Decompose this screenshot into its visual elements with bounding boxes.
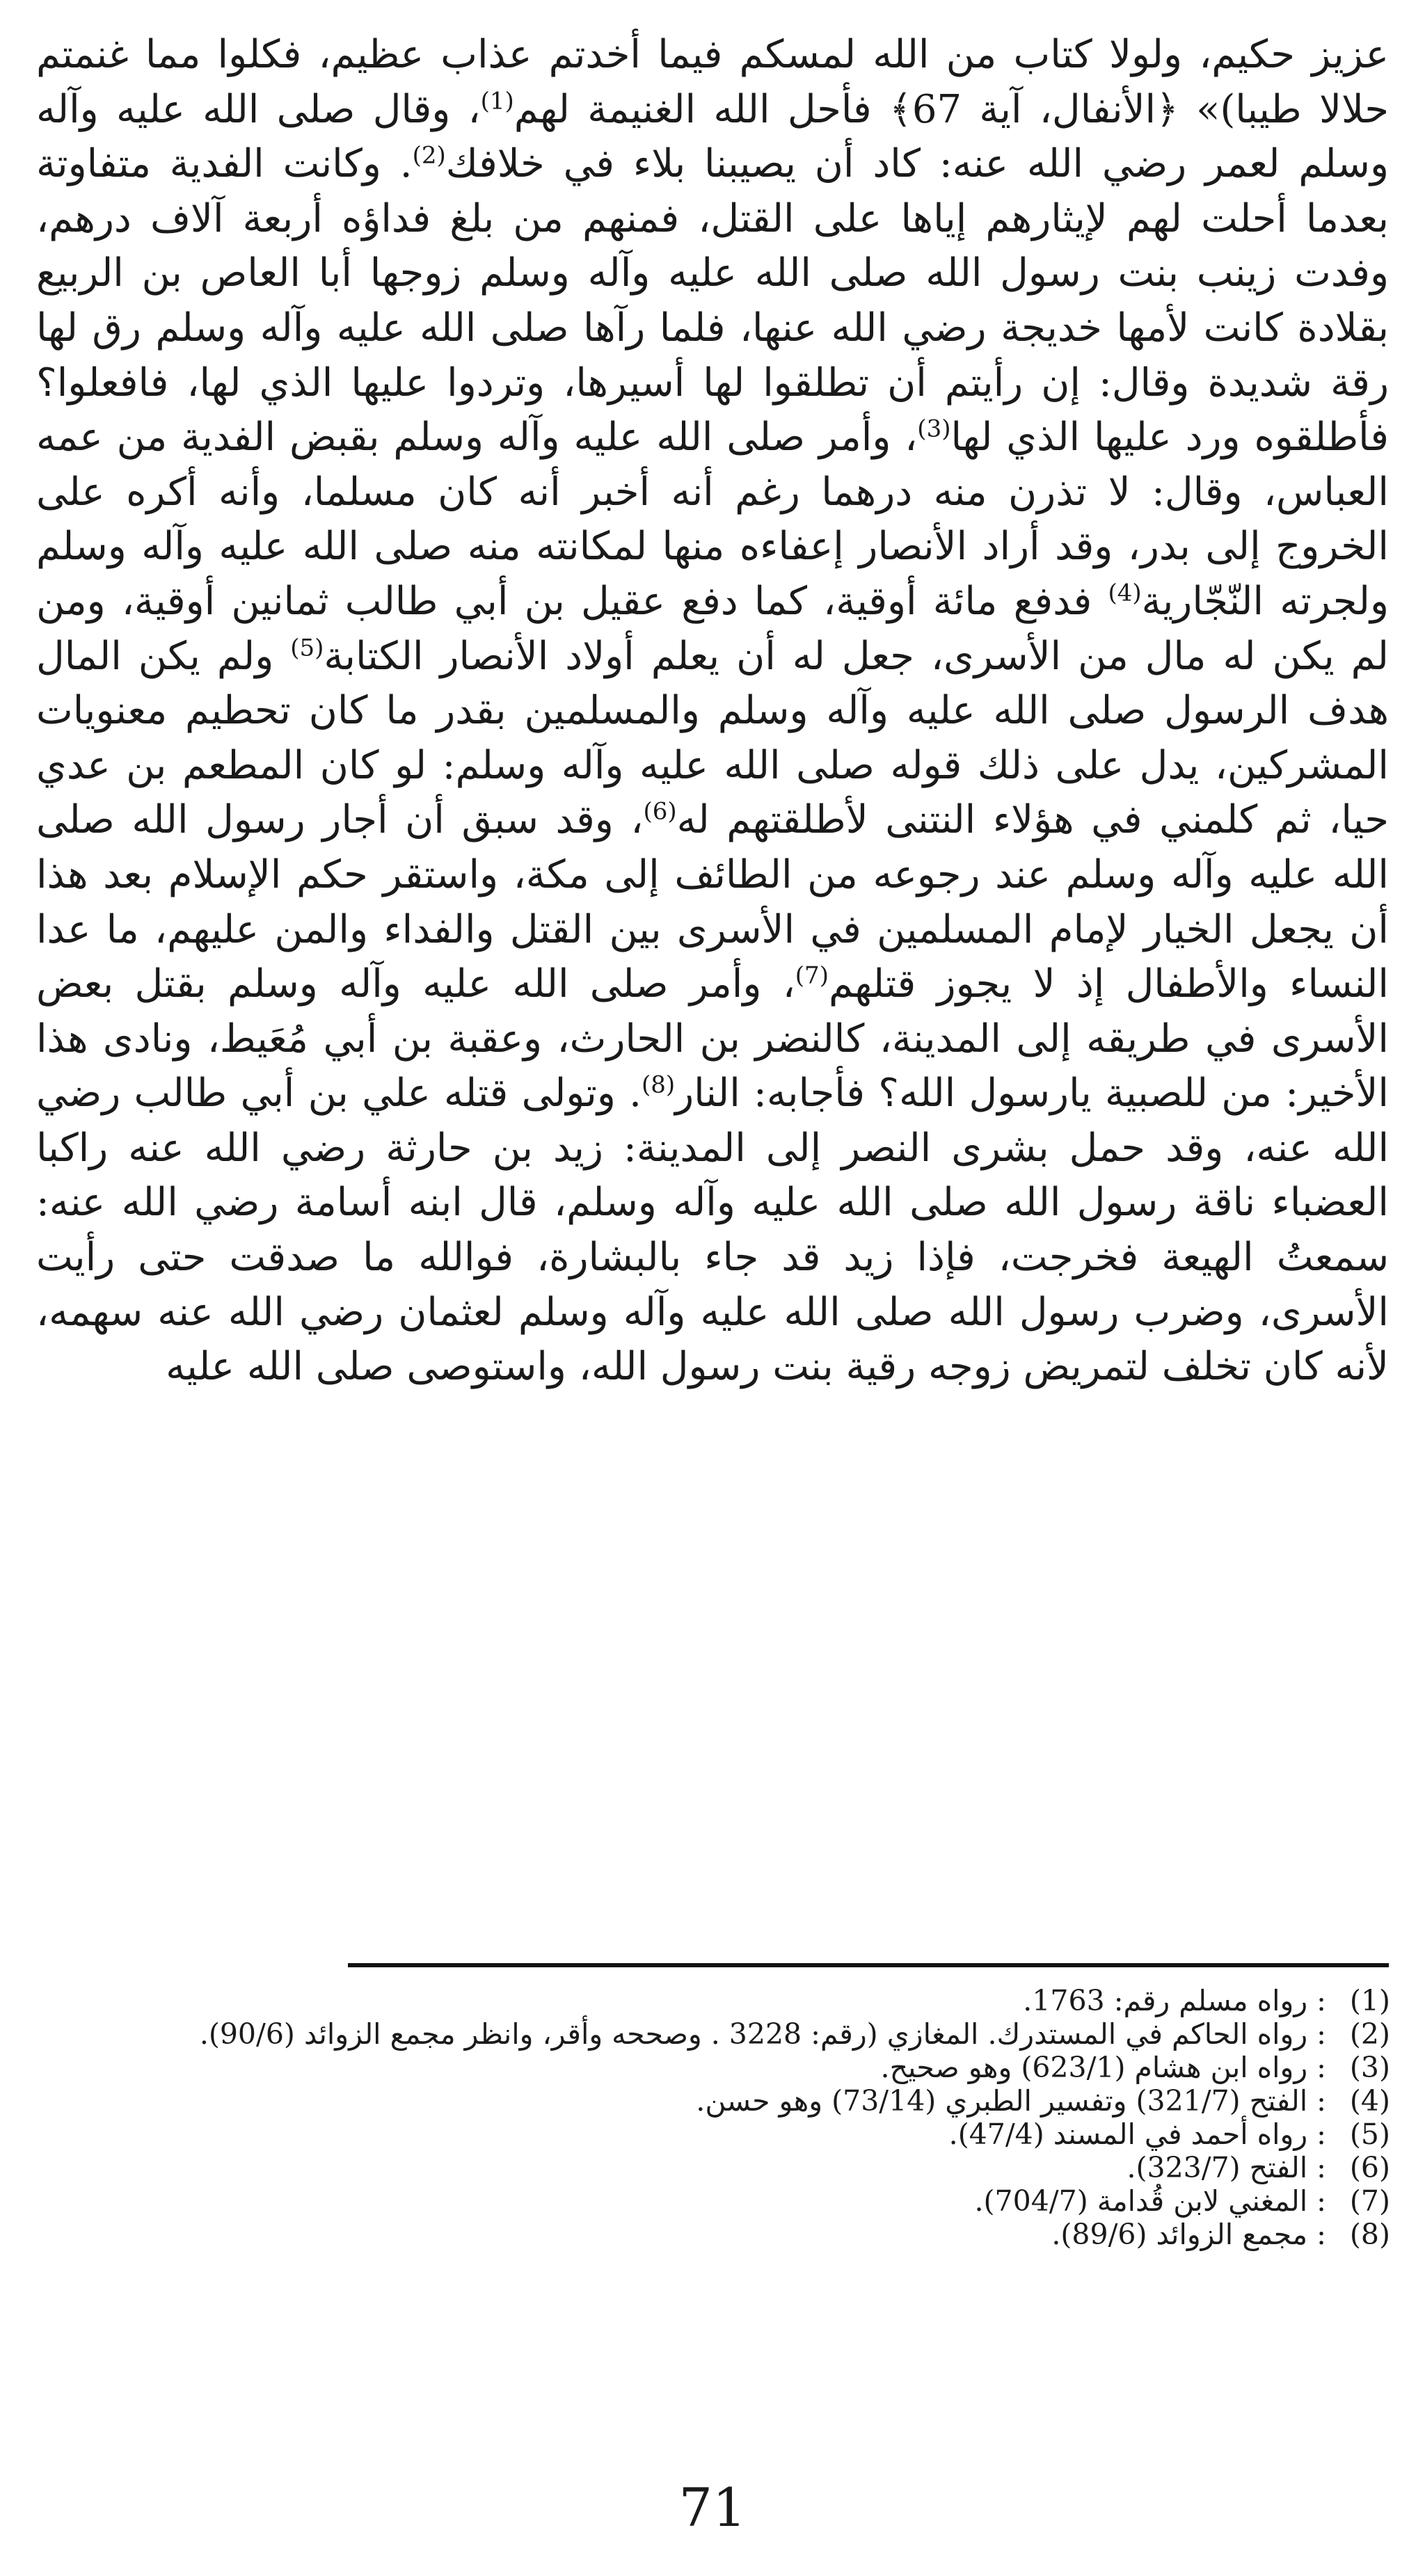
body-segment: فدفع مائة أوقية، كما دفع عقيل بن أبي طالب ثمانين أوقية، ومن لم يكن له مال من الأسرى، جعل له أن يعلم أولاد الأنصار الكتابة$^{(5)}$ [36, 578, 1389, 679]
footnote-ref: (8) [641, 1071, 676, 1099]
footnote-ref: (3) [917, 415, 951, 443]
footnote-item [36, 2051, 1390, 2084]
footnote-ref: (6) [643, 797, 677, 826]
body-segment: . وكانت الفدية متفاوتة بعدما أحلت لهم لإيثارهم إياها على القتل، فمنهم من بلغ فداؤه أربعة آلاف درهم، وفدت زينب بنت رسول الله صلى الله عليه وآله وسلم زوجها أبا العاص بن الربيع بقلادة كانت لأمها خديجة رضي الله عنها، فلما رآها صلى الله عليه وآله وسلم رق لها رقة شديدة وقال: إن رأيتم أن تطلقوا لها أسيرها، وتردوا عليها الذي لها، فافعلوا؟ فأطلقوه ورد عليها الذي لها$^{(3)}$ [36, 141, 1389, 461]
body-segment: ، وقد سبق أن أجار رسول الله صلى الله عليه وآله وسلم عند رجوعه من الطائف إلى مكة، واستقر حكم الإسلام بعد هذا أن يجعل الخيار لإمام المسلمين في الأسرى بين القتل والفداء والمن عليهم، ما عدا النساء والأطفال إذ لا يجوز قتلهم$^{(7)}$ [36, 797, 1389, 1007]
footnote-text: : الفتح (321/7) وتفسير الطبري (73/14) وهو حسن. [696, 2084, 1326, 2118]
footnote-item [36, 2151, 1390, 2184]
footnote-number: (8) [1349, 2218, 1390, 2251]
footnote-item [36, 2084, 1390, 2118]
footnote-number: (4) [1349, 2084, 1390, 2118]
footnote-number: (7) [1349, 2184, 1390, 2218]
footnote-number: (5) [1349, 2118, 1390, 2151]
footnote-number: (1) [1349, 1984, 1390, 2017]
footnote-text: : رواه مسلم رقم: 1763. [1023, 1984, 1326, 2017]
footnote-ref: (4) [1108, 579, 1142, 607]
body-segment: ، وقال صلى الله عليه وآله وسلم لعمر رضي الله عنه: كاد أن يصيبنا بلاء في خلافك$^{(2)}$ [36, 86, 1390, 187]
body-segment: ، وأمر صلى الله عليه وآله وسلم بقبض الفدية من عمه العباس، وقال: لا تذرن منه درهما رغم أنه أخبر أنه كان مسلما، وأنه أكره على الخروج إلى بدر، وقد أراد الأنصار إعفاءه منها لمكانته منه صلى الله عليه وآله وسلم ولجرته النّجّارية$^{(4)}$ [36, 415, 1389, 624]
footnote-ref: (7) [795, 961, 829, 990]
body-segment: ولم يكن المال هدف الرسول صلى الله عليه وآله وسلم والمسلمين بقدر ما كان تحطيم معنويات المشركين، يدل على ذلك قوله صلى الله عليه وآله وسلم: لو كان المطعم بن عدي حيا، ثم كلمني في هؤلاء النتنى لأطلقتهم له$^{(6)}$ [36, 633, 1390, 843]
footnotes-list [36, 1984, 1390, 2251]
footnote-text: : المغني لابن قُدامة (704/7). [974, 2184, 1326, 2218]
footnote-text: : رواه الحاكم في المستدرك. المغازي (رقم: 3228 . وصححه وأقر، وانظر مجمع الزوائد (90/6). [199, 2017, 1326, 2051]
footnote-number: (2) [1349, 2017, 1390, 2051]
footnote-text: : الفتح (323/7). [1127, 2151, 1326, 2184]
footnote-ref: (1) [480, 86, 514, 115]
footnote-item [36, 2218, 1390, 2251]
footnote-separator [348, 1963, 1389, 1967]
footnote-text: : رواه ابن هشام (623/1) وهو صحيح. [880, 2051, 1326, 2084]
body-segment: ، وأمر صلى الله عليه وآله وسلم بقتل بعض الأسرى في طريقه إلى المدينة، كالنضر بن الحارث، وعقبة بن أبي مُعَيط، ونادى هذا الأخير: من للصبية يارسول الله؟ فأجابه: النار$^{(8)}$ [36, 961, 1389, 1117]
body-segment: . وتولى قتله علي بن أبي طالب رضي الله عنه، وقد حمل بشرى النصر إلى المدينة: زيد بن حارثة رضي الله عنه راكبا العضباء ناقة رسول الله صلى الله عليه وآله وسلم، قال ابنه أسامة رضي الله عنه: سمعتُ الهيعة فخرجت، فإذا زيد قد جاء بالبشارة، فوالله ما صدقت حتى رأيت الأسرى، وضرب رسول الله صلى الله عليه وآله وسلم لعثمان رضي الله عنه سهمه، لأنه كان تخلف لتمريض زوجه رقية بنت رسول الله، واستوصى صلى الله عليه [36, 1071, 1390, 1390]
footnote-item [36, 2184, 1390, 2218]
footnote-item [36, 2017, 1390, 2051]
footnote-number: (3) [1349, 2051, 1390, 2084]
footnote-text: : مجمع الزوائد (89/6). [1051, 2218, 1326, 2251]
footnote-ref: (5) [290, 633, 324, 662]
footnote-number: (6) [1349, 2151, 1390, 2184]
page-number: 71 [678, 2477, 747, 2538]
footnote-item [36, 1984, 1390, 2017]
footnote-item [36, 2118, 1390, 2151]
main-body-text [36, 28, 1389, 1934]
body-segment: عزيز حكيم، ولولا كتاب من الله لمسكم فيما أخدتم عذاب عظيم، فكلوا مما غنمتم حلالا طيبا)» ﴿الأنفال، آية 67﴾ فأحل الله الغنيمة لهم$^{(1)}$ [36, 32, 1390, 132]
footnote-ref: (2) [412, 141, 446, 170]
footnote-text: : رواه أحمد في المسند (47/4). [948, 2118, 1326, 2151]
